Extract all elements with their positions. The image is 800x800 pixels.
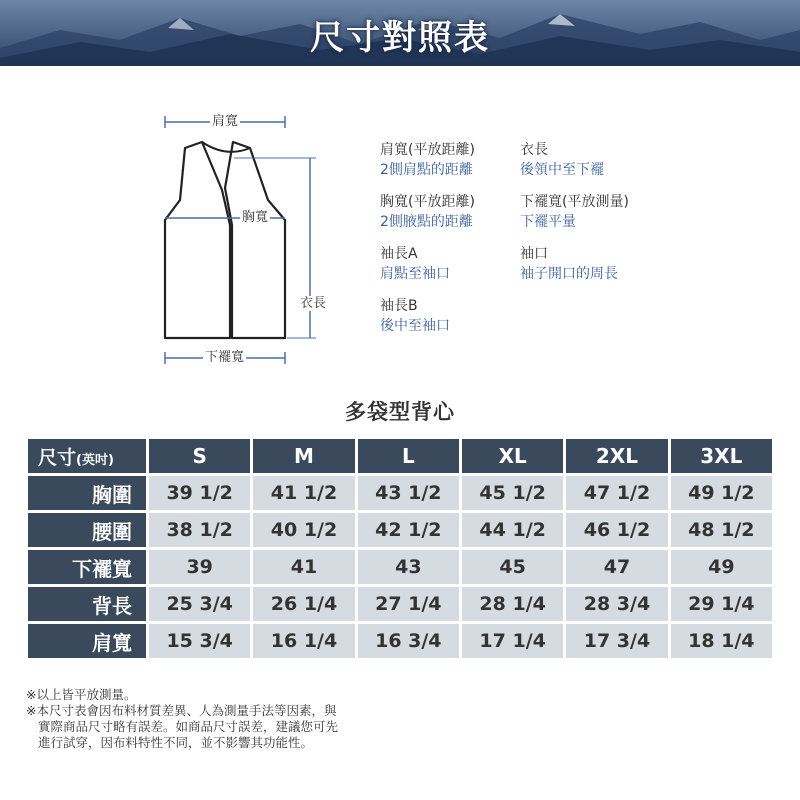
- product-name: 多袋型背心: [345, 400, 455, 424]
- size-header: 3XL: [671, 439, 772, 473]
- chest-label: 胸寬: [242, 210, 269, 225]
- corner-unit: (英吋): [76, 452, 114, 468]
- table-cell: 18 1/4: [671, 624, 772, 658]
- vest-diagram: [150, 100, 350, 370]
- table-cell: 28 1/4: [462, 587, 563, 621]
- table-row: [28, 550, 772, 584]
- legend-item-length: [520, 140, 670, 180]
- table-cell: 16 3/4: [358, 624, 459, 658]
- legend-title: 袖長B: [380, 298, 418, 314]
- note-line: ※本尺寸表會因布料材質差異、人為測量手法等因素，與: [26, 703, 337, 718]
- length-label: 衣長: [300, 296, 327, 311]
- size-header: 2XL: [566, 439, 667, 473]
- size-header: XL: [462, 439, 563, 473]
- legend-desc: 袖子開口的周長: [520, 266, 618, 282]
- page-title: 尺寸對照表: [310, 18, 490, 58]
- hem-label: 下襬寬: [205, 350, 245, 365]
- table-cell: 44 1/2: [462, 513, 563, 547]
- table-row: [28, 513, 772, 547]
- legend-desc: 後領中至下襬: [520, 162, 604, 178]
- table-cell: 41 1/2: [253, 476, 354, 510]
- legend-item-sleeve-b: [380, 296, 530, 336]
- table-cell: 17 3/4: [566, 624, 667, 658]
- table-cell: 28 3/4: [566, 587, 667, 621]
- corner-label: 尺寸: [38, 446, 77, 469]
- legend-desc: 下襬平量: [520, 214, 576, 230]
- table-cell: 43: [358, 550, 459, 584]
- header-banner: [0, 0, 800, 66]
- table-cell: 26 1/4: [253, 587, 354, 621]
- table-cell: 40 1/2: [253, 513, 354, 547]
- legend-desc: 後中至袖口: [380, 318, 450, 334]
- legend-desc: 2側肩點的距離: [380, 162, 473, 178]
- table-cell: 49: [671, 550, 772, 584]
- table-row: [28, 476, 772, 510]
- notes: [26, 687, 338, 751]
- table-cell: 47: [566, 550, 667, 584]
- shoulder-label: 肩寬: [212, 114, 239, 129]
- note-line: ※以上皆平放測量。: [26, 687, 137, 702]
- legend-item-cuff: [520, 244, 670, 284]
- note-line: 實際商品尺寸略有誤差。如商品尺寸誤差，建議您可先: [38, 719, 339, 734]
- measurement-legend: [380, 140, 700, 340]
- table-cell: 46 1/2: [566, 513, 667, 547]
- table-cell: 17 1/4: [462, 624, 563, 658]
- legend-item-sleeve-a: [380, 244, 530, 284]
- table-cell: 43 1/2: [358, 476, 459, 510]
- table-cell: 45: [462, 550, 563, 584]
- size-header: S: [149, 439, 250, 473]
- table-cell: 16 1/4: [253, 624, 354, 658]
- row-label: 胸圍: [28, 476, 146, 510]
- table-cell: 15 3/4: [149, 624, 250, 658]
- vest-outline: [150, 100, 350, 370]
- table-row: [28, 587, 772, 621]
- table-cell: 41: [253, 550, 354, 584]
- row-label: 背長: [28, 587, 146, 621]
- row-label: 腰圍: [28, 513, 146, 547]
- table-row: [28, 624, 772, 658]
- table-cell: 45 1/2: [462, 476, 563, 510]
- table-cell: 38 1/2: [149, 513, 250, 547]
- note-line: 進行試穿，因布料特性不同，並不影響其功能性。: [38, 735, 314, 750]
- table-cell: 39 1/2: [149, 476, 250, 510]
- legend-item-chest: [380, 192, 530, 232]
- legend-title: 袖口: [520, 246, 548, 262]
- table-cell: 25 3/4: [149, 587, 250, 621]
- legend-title: 肩寬(平放距離): [380, 142, 475, 158]
- table-cell: 27 1/4: [358, 587, 459, 621]
- legend-item-hem: [520, 192, 670, 232]
- size-table: [25, 436, 775, 661]
- legend-title: 衣長: [520, 142, 548, 158]
- row-label: 下襬寬: [28, 550, 146, 584]
- size-header: M: [253, 439, 354, 473]
- table-cell: 49 1/2: [671, 476, 772, 510]
- legend-title: 下襬寬(平放測量): [520, 194, 629, 210]
- legend-item-shoulder: [380, 140, 530, 180]
- table-cell: 47 1/2: [566, 476, 667, 510]
- table-cell: 42 1/2: [358, 513, 459, 547]
- corner-cell: [28, 439, 146, 473]
- legend-desc: 肩點至袖口: [380, 266, 450, 282]
- legend-desc: 2側腋點的距離: [380, 214, 473, 230]
- table-cell: 39: [149, 550, 250, 584]
- table-cell: 29 1/4: [671, 587, 772, 621]
- table-cell: 48 1/2: [671, 513, 772, 547]
- row-label: 肩寬: [28, 624, 146, 658]
- table-header-row: [28, 439, 772, 473]
- legend-title: 袖長A: [380, 246, 418, 262]
- size-header: L: [358, 439, 459, 473]
- legend-title: 胸寬(平放距離): [380, 194, 475, 210]
